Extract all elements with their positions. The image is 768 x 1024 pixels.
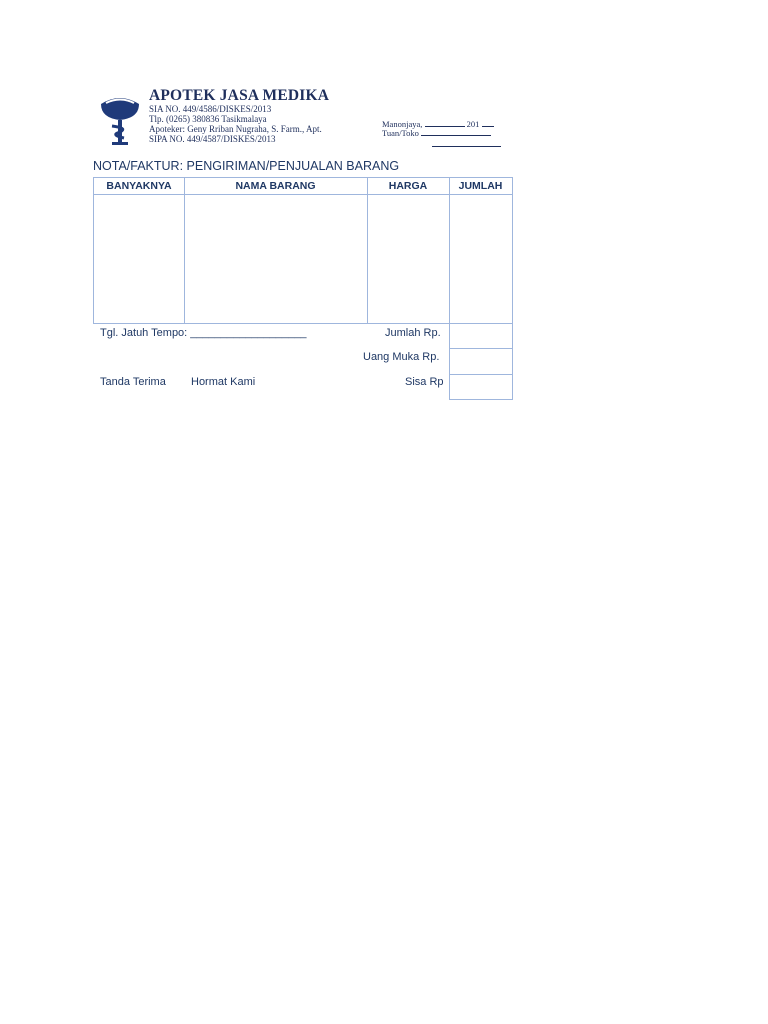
document-title: NOTA/FAKTUR: PENGIRIMAN/PENJUALAN BARANG — [93, 159, 400, 173]
customer-label: Tuan/Toko — [382, 128, 419, 138]
total-label: Jumlah Rp. — [385, 327, 441, 339]
column-divider — [184, 178, 185, 323]
date-blank — [425, 118, 465, 127]
phone-address: Tlp. (0265) 380836 Tasikmalaya — [149, 114, 267, 124]
customer-field — [382, 127, 491, 138]
pharmacy-name: APOTEK JASA MEDIKA — [149, 87, 330, 104]
pharmacist-name: Apoteker: Geny Rriban Nugraha, S. Farm., Apt. — [149, 124, 322, 134]
balance-label: Sisa Rp — [405, 376, 444, 388]
balance-box — [449, 374, 513, 400]
year-label: 201 — [466, 119, 480, 129]
due-date-label: Tgl. Jatuh Tempo: ___________________ — [100, 327, 307, 339]
column-header-amount: JUMLAH — [458, 180, 503, 192]
column-divider — [367, 178, 368, 323]
bowl-of-hygieia-icon — [98, 90, 142, 146]
place-label: Manonjaya, — [382, 119, 423, 129]
receiver-label: Tanda Terima — [100, 376, 166, 388]
year-blank — [482, 118, 494, 127]
column-header-price: HARGA — [388, 180, 428, 192]
customer-blank — [421, 127, 491, 136]
sender-label: Hormat Kami — [191, 376, 256, 388]
down-payment-label: Uang Muka Rp. — [363, 351, 440, 363]
customer-blank-line-2 — [432, 146, 501, 147]
practice-license: SIPA NO. 449/4587/DISKES/2013 — [149, 134, 276, 144]
column-header-item-name: NAMA BARANG — [235, 180, 316, 192]
column-divider — [449, 178, 450, 323]
column-header-quantity: BANYAKNYA — [106, 180, 172, 192]
items-table — [93, 177, 513, 324]
down-payment-box — [449, 348, 513, 375]
license-number: SIA NO. 449/4586/DISKES/2013 — [149, 104, 272, 114]
total-amount-box — [449, 323, 513, 349]
